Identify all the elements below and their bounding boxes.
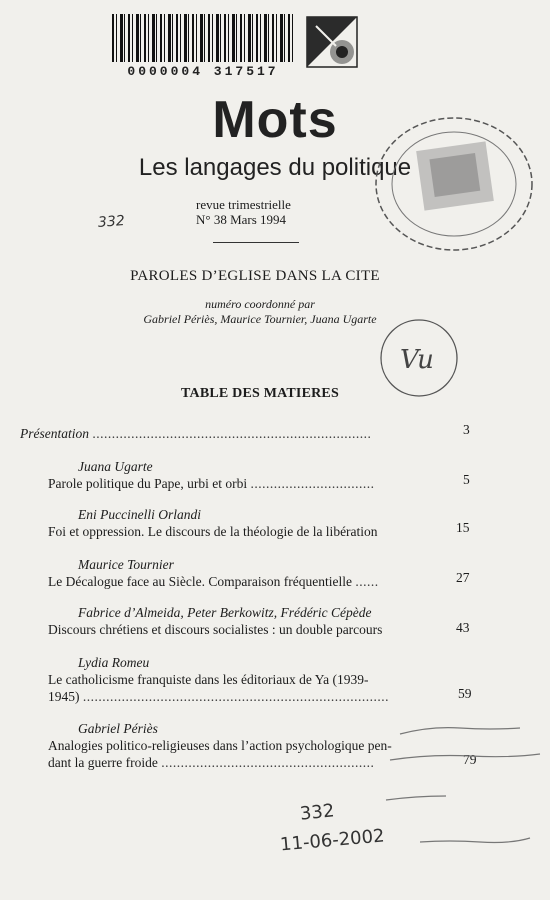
issue-theme: PAROLES D’EGLISE DANS LA CITE [130, 268, 380, 284]
toc-page-number: 79 [463, 752, 477, 767]
registration-number: 332 [298, 800, 336, 825]
toc-entry [48, 556, 478, 590]
barcode-bars [112, 14, 296, 62]
journal-title: Mots [212, 91, 338, 149]
toc-entry-title: Analogies politico-religieuses dans l’action psychologique pen- [48, 738, 392, 753]
toc-entry-author: Eni Puccinelli Orlandi [78, 507, 201, 522]
toc-entry-author: Lydia Romeu [78, 655, 150, 670]
toc-entry-title: Présentation [20, 426, 89, 441]
toc-leader: ............................................................................... [82, 689, 389, 704]
toc-page-number: 59 [458, 686, 472, 701]
toc-entry [48, 654, 478, 705]
periodicity: revue trimestrielle [196, 197, 291, 212]
issue-number: N° 38 Mars 1994 [196, 212, 287, 227]
toc-entry-title: Discours chrétiens et discours socialistes : un double parcours [48, 622, 383, 637]
toc-page-number: 27 [456, 570, 470, 585]
toc-entry [48, 604, 478, 638]
toc-entry-author: Gabriel Périès [78, 721, 158, 736]
toc-leader: ....................................................... [161, 755, 375, 770]
registration-stamp [279, 714, 550, 900]
toc-entry-title-cont: 1945) [48, 689, 80, 704]
toc-entry [20, 425, 442, 442]
library-logo-icon [306, 16, 358, 68]
toc-leader: ................................ [250, 476, 375, 491]
toc-entry-title: Foi et oppression. Le discours de la théologie de la libération [48, 524, 378, 539]
toc-entry [48, 458, 478, 492]
handwritten-number: 332 [97, 213, 126, 231]
coordinated-by: numéro coordonné par [205, 297, 315, 311]
toc-entry-title-cont: dant la guerre froide [48, 755, 158, 770]
toc-page-number: 5 [463, 472, 470, 487]
initials-text: Vu [400, 345, 434, 375]
journal-subtitle: Les langages du politique [138, 154, 412, 181]
barcode-number: 0000004 317517 [127, 64, 279, 79]
toc-entry-author: Juana Ugarte [78, 459, 153, 474]
toc-page-number: 3 [463, 422, 470, 437]
divider [213, 242, 299, 243]
toc-entry-title: Le catholicisme franquiste dans les éditoriaux de Ya (1939- [48, 672, 369, 687]
toc-entry-author: Fabrice d’Almeida, Peter Berkowitz, Frédéric Cépède [78, 605, 372, 620]
toc-entry [48, 506, 478, 540]
toc-entry-author: Maurice Tournier [78, 557, 174, 572]
issue-editors: Gabriel Périès, Maurice Tournier, Juana Ugarte [143, 312, 377, 326]
registration-date: 11-06-2002 [279, 825, 386, 856]
toc-heading: TABLE DES MATIERES [181, 386, 339, 401]
toc-entry-title: Parole politique du Pape, urbi et orbi [48, 476, 248, 491]
toc-page-number: 15 [456, 520, 470, 535]
toc-entry-title: Le Décalogue face au Siècle. Comparaison fréquentielle [48, 574, 352, 589]
toc-leader: ........................................................................ [92, 426, 372, 441]
library-stamp [362, 104, 538, 260]
barcode [108, 14, 298, 79]
toc-page-number: 43 [456, 620, 470, 635]
toc-leader: ...... [355, 574, 379, 589]
